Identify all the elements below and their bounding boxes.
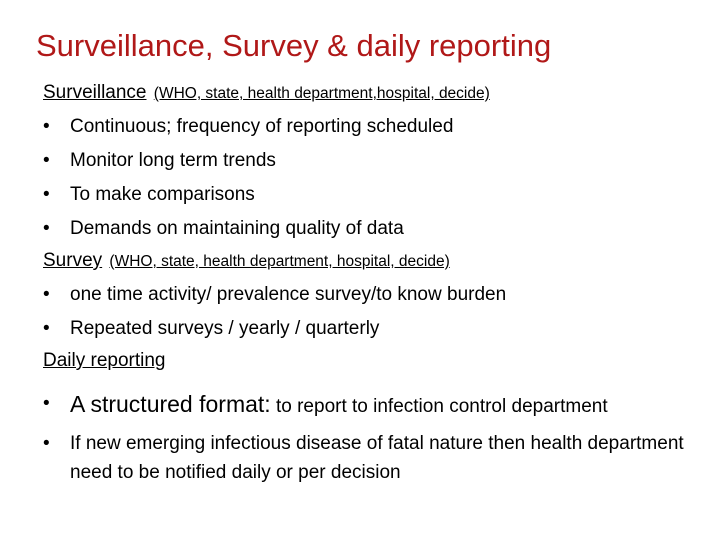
bullet-icon: • [43,284,50,305]
bullet-icon: • [43,318,50,339]
list-item [43,389,715,422]
bullet-icon: • [43,116,50,137]
survey-heading-row [43,246,715,276]
list-item [43,212,715,246]
surveillance-bullet-list [43,110,715,246]
bullet-icon: • [43,393,50,414]
survey-note: (WHO, state, health department, hospital, decide) [109,253,450,270]
daily-reporting-heading: Daily reporting [43,350,166,371]
bullet-icon: • [43,218,50,239]
bullet-icon: • [43,184,50,205]
list-item [43,110,715,144]
list-item [43,278,715,312]
surveillance-heading-row [43,78,715,108]
bullet-icon: • [43,150,50,171]
list-item-text: Monitor long term trends [70,150,276,171]
list-item [43,312,715,346]
list-item-lead: A structured format: [70,391,271,417]
list-item-text: one time activity/ prevalence survey/to know burden [70,284,507,305]
survey-heading: Survey [43,250,103,271]
list-item-text: If new emerging infectious disease of fatal nature then health department need to be notified daily or per decision [70,433,684,483]
list-item-rest: to report to infection control department [270,396,608,417]
list-item-text: Continuous; frequency of reporting scheduled [70,116,454,137]
list-item [43,144,715,178]
list-item-text: Repeated surveys / yearly / quarterly [70,318,380,339]
list-item [43,429,715,487]
list-item-text: Demands on maintaining quality of data [70,218,404,239]
bullet-icon: • [43,433,50,454]
surveillance-note: (WHO, state, health department,hospital, decide) [153,85,490,102]
list-item-text [70,389,608,422]
list-item [43,178,715,212]
survey-bullet-list [43,278,715,346]
daily-reporting-heading-row [43,346,715,376]
surveillance-heading: Surveillance [43,82,147,103]
slide-content [43,78,715,487]
list-item-text: To make comparisons [70,184,255,205]
slide-title: Surveillance, Survey & daily reporting [36,28,552,63]
